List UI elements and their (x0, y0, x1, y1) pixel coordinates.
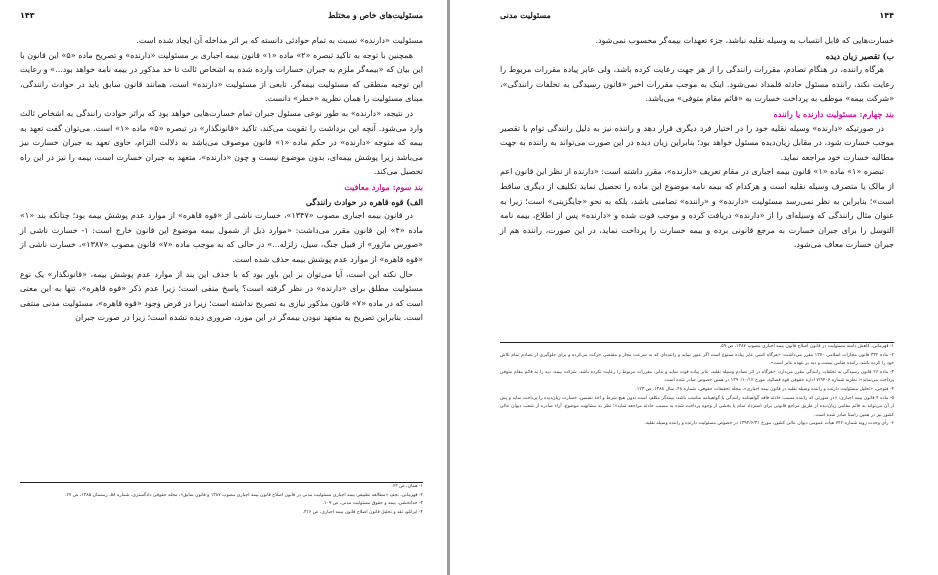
footnote: ۱- همان، ص ۶۳. (391, 484, 423, 489)
left-running-head (20, 10, 423, 30)
body-paragraph: خسارت‌هایی که قابل انتساب به وسیله نقلیه نباشد، جزء تعهدات بیمه‌گر محسوب نمی‌شود. (595, 36, 894, 45)
footnote: ۴- ایزانلو، نقد و تحلیل قانون اصلاح قانون بیمه اجباری، ص ۳۱۶. (302, 509, 423, 515)
footnote: ۲- قهرمانی، نجف «مطالعه تطبیقی بیمه اجباری مسئولیت مدنی در قانون اصلاح قانون بیمه اجباری مصوب ۱۳۸۷ و قانون سابق»، مجله حقوقی دادگستری، شماره ۵۸، زمستان ۱۳۸۵، ص ۲۷. (64, 492, 423, 498)
footnote: ۶- رأی وحدت رویه شماره ۷۴۲ هیأت عمومی دیوان عالی کشور، مورخ ۱۳۹۴/۶/۳۱ در خصوص مسئولیت دارنده و راننده وسیله نقلیه. (644, 421, 894, 427)
left-footnotes (20, 483, 423, 517)
body-paragraph: در نتیجه، «دارنده» به طور نوعی مسئول جبران تمام خسارت‌هایی خواهد بود که براثر حوادث رانندگی به اشخاص ثالث وارد می‌شود. آنچه این برداشت را تقویت می‌کند، تاکید «قانونگذار» در تبصره «۵» ماده «۱» است. می‌توان گفت تعهد به بیمه که متوجه «دارنده» در حکم ماده «۱» قانون موصوف می‌باشد به دلالت التزام، حاوی تعهد به جبران خسارت نیز می‌باشد زیرا پوشش بیمه‌ای، بدون موضوع نیست و چون «دارنده»، متعهد به جبران خسارت است، بیمه را نیز در این راه تحصیل می‌کند. (20, 108, 424, 177)
section-heading: الف) قوه قاهره در حوادث رانندگی (305, 196, 423, 207)
section-heading: بند سوم: موارد معافیت (344, 181, 423, 192)
right-running-head (500, 10, 894, 30)
left-footnote-area (20, 482, 423, 517)
body-paragraph: در قانون بیمه اجباری مصوب «۱۳۴۷»، خسارت ناشی از «قوه قاهره» از موارد عدم پوشش بیمه بود؛ چنانکه بند «۱» ماده «۴» این قانون مقرر می‌داشت: «موارد ذیل از شمول بیمه موضوع این قانون خارج است: ۱- خسارت ناشی از «صورس ماژور» از قبیل جنگ، سیل، زلزله...» در حالی که به موجب ماده «۷» قانون مصوب «۱۳۸۷»، خسارت ناشی از «قوه قاهره» از موارد عدم پوشش بیمه حذف شده است. (20, 211, 424, 264)
body-paragraph: حال نکته این است، آیا می‌توان بر این باور بود که با حذف این بند از موارد عدم پوشش بیمه، «قانونگذار» یک نوع مسئولیت مطلق برای «دارنده» در نظر گرفته است؟ پاسخ منفی است؛ زیرا عدم ذکر «قوه قاهره»، تنها به این معنی است که در ماده «۷» قانون مذکور نیازی به تصریح نداشته است؛ زیرا در فرض وجود «قوه قاهره»، مسئولیت مدنی منتفی است. بنابراین تصریح به متعهد نبودن بیمه‌گر در این مورد، ضروری دیده نشده است؛ زیرا در صورت جبران (20, 269, 423, 323)
footnote: ۲- ماده ۳۳۲ قانون مجازات اسلامی ۱۳۷۰ مقرر می‌داشت: «هرگاه کسی عابر پیاده ممنوع است اگر عبور نماید و راننده‌ای که به سرعت مجاز و مقتضی حرکت می‌کرده و برای جلوگیری از تصادم تمام تلاش خود را کرده باشد، راننده ضامن نیست و دیه بر عهده عابر است». (500, 352, 894, 367)
right-footnotes (500, 343, 894, 429)
right-page-number: ۱۴۴ (879, 11, 894, 20)
body-paragraph: هرگاه راننده، در هنگام تصادم، مقررات رانندگی را از هر جهت رعایت کرده باشد، ولی عابر پیاده مقررات مربوط را رعایت نکند، راننده مسئول حادثه قلمداد نمی‌شود. اینک به موجب مقررات اخیر «قانون رسیدگی به تخلفات رانندگی»، «شرکت بیمه» موظف به پرداخت خسارت به «قائم مقام متوفی» می‌باشد. (500, 65, 894, 104)
body-paragraph: مسئولیت «دارنده» نسبت به تمام حوادثی دانسته که بر اثر مداخله آن ایجاد شده است. (136, 36, 423, 45)
left-header-title: مسئولیت‌های خاص و مختلط (328, 10, 423, 20)
left-page-number: ۱۴۳ (20, 11, 35, 20)
right-header-title: مسئولیت مدنی (500, 10, 551, 20)
footnote: ۵- ماده ۴ قانون بیمه اجباری: «در صورتی که راننده مسبب حادثه فاقد گواهینامه رانندگی یا گواهینامه مناسب باشد، بیمه‌گر مکلف است بدون هیچ شرط و اخذ تضمین، خسارت زیان‌دیده را پرداخت نماید و پس از آن می‌تواند به قائم مقامی زیان‌دیده از طریق مراجع قانونی برای استرداد تمام یا بخشی از وجوه پرداخت شده به مسبب حادثه مراجعه نماید»؛ نظر به مشابهت موضوع، آراء صادره از شعب دیوان عالی کشور نیز در همین راستا صادر شده است. (500, 395, 894, 418)
body-paragraph: همچنین با توجه به تاکید تبصره «۲» ماده «۱» قانون بیمه اجباری بر مسئولیت «دارنده» و تصریح ماده «۵» این قانون با این بیان که «بیمه‌گر ملزم به جبران خسارات وارده شده به اشخاص ثالث تا حد مذکور در بیمه نامه خواهد بود...» و رعایت این توجیه منطقی که مسئولیت بیمه‌گر، تابعی از مسئولیت «دارنده» است، همانند قانون سابق باید در حوادث رانندگی، مبنای مسئولیت را همان نظریه «خطر» دانست. (20, 50, 423, 104)
footnote: ۴- فتوحی، «تحلیل مسئولیت دارنده و راننده وسیله نقلیه در قانون بیمه اجباری»، مجله تحقیقات حقوقی، شماره ۴۸، سال ۱۳۸۸، ص ۱۲۳. (635, 386, 894, 392)
section-heading: بند چهارم: مسئولیت دارنده یا راننده (773, 108, 894, 119)
body-paragraph: در صورتیکه «دارنده» وسیله نقلیه خود را در اختیار فرد دیگری قرار دهد و راننده نیز به دلیل رانندگی توام با تقصیر موجب خسارت شود، در مقابل زیان‌دیده مسئول خواهد بود؛ بنابراین زیان دیده در این صورت می‌تواند به راننده به جهت مطالبه خسارت خود مراجعه نماید. (500, 123, 894, 162)
right-body-text (500, 34, 894, 253)
footnote: ۳- ماده ۲۶ قانون رسیدگی به تخلفات رانندگی مقرر می‌دارد: «هرگاه در اثر تصادم وسیله نقلیه، عابر پیاده فوت نماید و عابر، مقررات مربوط را رعایت نکرده باشد، شرکت بیمه، دیه را به قائم مقام متوفی پرداخت می‌نماید»؛ نظریه شماره ۷/۹۴۰۶ اداره حقوقی قوه قضائیه، مورخ ۱۳۹۰/۱۰/۱۲ در همین خصوص صادر شده است. (500, 369, 894, 384)
right-page (450, 0, 938, 575)
right-footnote-area (500, 342, 894, 429)
left-body-text (20, 34, 423, 326)
body-paragraph: تبصره «۱» ماده «۱» قانون بیمه اجباری در مقام تعریف «دارنده»، مقرر داشته است: «دارنده از نظر این قانون اعم از مالک یا متصرف وسیله نقلیه است و هرکدام که بیمه نامه موضوع این ماده را تحصیل نماید تکلیف از دیگری ساقط است»؛ بنابراین به نظر نمی‌رسد مسئولیت «دارنده» و «راننده» تضامنی باشد، بلکه به نحو «جایگزینی» است؛ زیرا به عنوان مثال رانندگی که وسیله‌ای را از «دارنده» دریافت کرده و موجب فوت شده و «دارنده» پس از اطلاع، بیمه نامه التوسل را برای جبران خسارت به مرجع قانونی برده و بیمه خسارت را پرداخت نماید، در این صورت، راننده هم از جبران خسارت معاف می‌شود. (500, 167, 894, 250)
footnote: ۳- خدابخشی، بیمه و حقوق مسئولیت مدنی، ص ۱۰۹. (322, 501, 423, 507)
section-heading: ب) تقصیر زیان دیده (825, 50, 894, 61)
footnote: ۱- قهرمانی، کاهش دامنه مسئولیت در قانون اصلاح قانون بیمه اجباری مصوب ۱۳۸۷، ص ۵۹. (719, 344, 894, 349)
left-page (0, 0, 447, 575)
